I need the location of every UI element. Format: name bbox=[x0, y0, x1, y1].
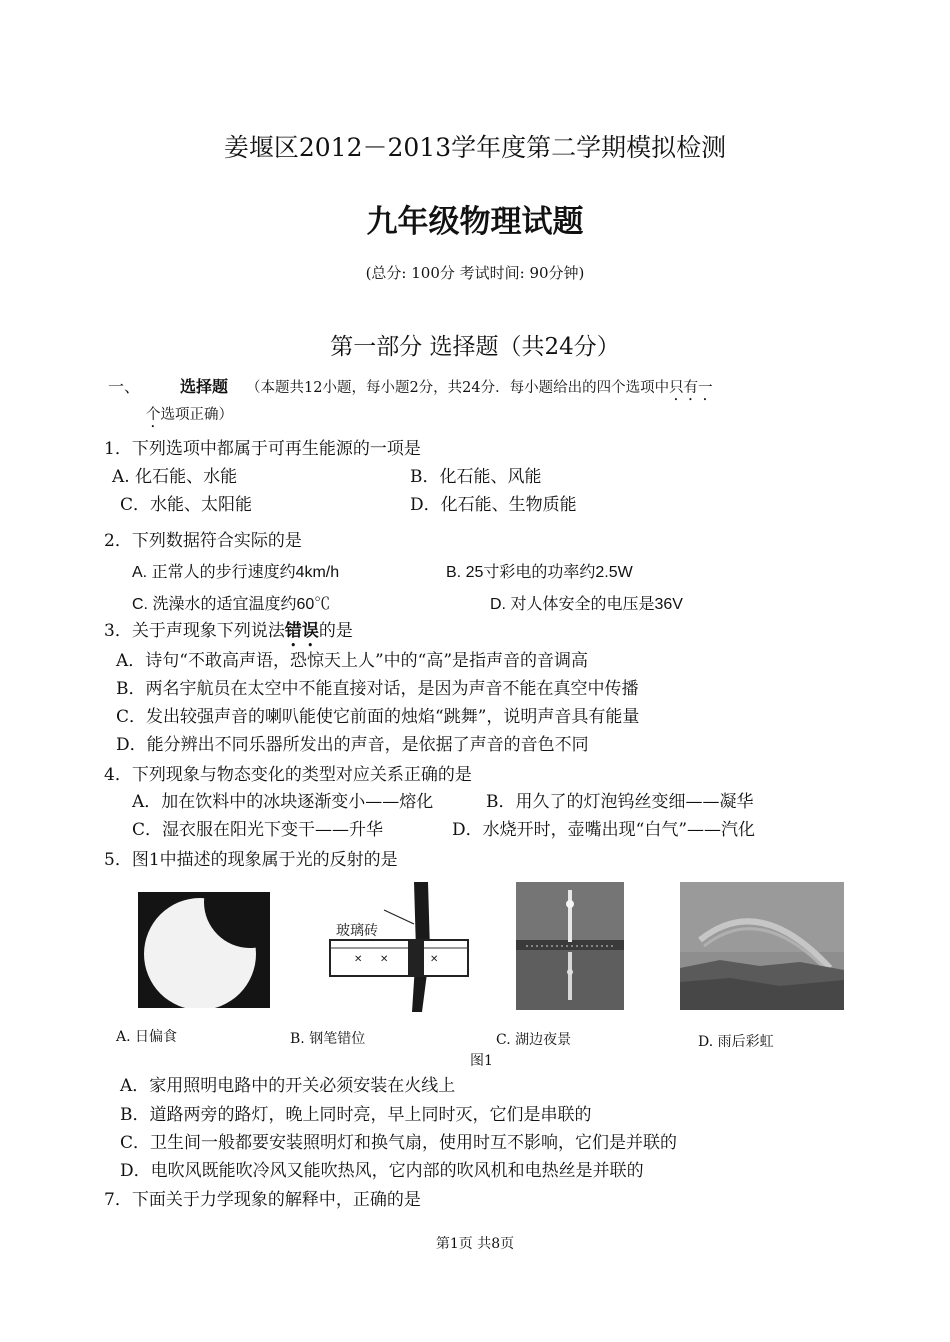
section-desc-emphasis: 只有一 bbox=[669, 380, 713, 396]
pen-glass-image bbox=[322, 880, 472, 1014]
svg-text:✕: ✕ bbox=[380, 954, 389, 965]
q1-option-b: B．化石能、风能 bbox=[410, 467, 542, 487]
q4-stem: 4．下列现象与物态变化的类型对应关系正确的是 bbox=[104, 765, 472, 785]
section-desc-emphasis-2: 个 bbox=[146, 407, 161, 423]
figure-rainbow bbox=[680, 882, 844, 1010]
q6-option-b: B．道路两旁的路灯，晚上同时亮，早上同时灭，它们是串联的 bbox=[120, 1105, 592, 1125]
section-desc-prefix: （本题共12小题，每小题2分，共24分．每小题给出的四个选项中 bbox=[246, 380, 670, 396]
q2-option-a: A. 正常人的步行速度约4km/h bbox=[132, 564, 340, 581]
q3-option-d: D．能分辨出不同乐器所发出的声音，是依据了声音的音色不同 bbox=[116, 735, 589, 755]
q1-option-d: D．化石能、生物质能 bbox=[410, 495, 577, 515]
q2-stem: 2．下列数据符合实际的是 bbox=[104, 531, 302, 551]
q1-option-c: C．水能、太阳能 bbox=[120, 495, 253, 515]
section-description-line2 bbox=[146, 403, 233, 431]
q4-option-a: A．加在饮料中的冰块逐渐变小——熔化 bbox=[132, 792, 434, 812]
section-title: 第一部分 选择题（共24分） bbox=[330, 334, 620, 360]
svg-text:✕: ✕ bbox=[430, 954, 439, 965]
q6-option-d: D．电吹风既能吹冷风又能吹热风，它内部的吹风机和电热丝是并联的 bbox=[120, 1161, 644, 1181]
figure-eclipse bbox=[138, 892, 270, 1008]
section-description bbox=[246, 376, 713, 404]
caption-d: D. 雨后彩虹 bbox=[698, 1034, 774, 1050]
q4-option-b: B．用久了的灯泡钨丝变细——凝华 bbox=[486, 792, 754, 812]
exam-subject-title: 九年级物理试题 bbox=[366, 204, 584, 240]
figure-pen-glass bbox=[322, 880, 472, 1014]
exam-info: (总分: 100分 考试时间: 90分钟) bbox=[365, 264, 585, 282]
section-heading: 选择题 bbox=[180, 377, 229, 396]
q1-stem: 1．下列选项中都属于可再生能源的一项是 bbox=[104, 439, 421, 459]
lake-night-image bbox=[516, 882, 624, 1010]
q4-option-c: C．湿衣服在阳光下变干——升华 bbox=[132, 820, 384, 840]
caption-b: B. 钢笔错位 bbox=[290, 1031, 366, 1047]
section-desc-suffix: 选项正确） bbox=[160, 407, 233, 423]
glass-brick-label: 玻璃砖 bbox=[336, 923, 378, 939]
q6-option-c: C．卫生间一般都要安装照明灯和换气扇，使用时互不影响，它们是并联的 bbox=[120, 1133, 678, 1153]
figure-lake-night bbox=[516, 882, 624, 1010]
svg-text:✕: ✕ bbox=[354, 954, 363, 965]
q7-stem: 7．下面关于力学现象的解释中，正确的是 bbox=[104, 1190, 421, 1210]
page-number: 第1页 共8页 bbox=[435, 1236, 515, 1252]
q4-option-d: D．水烧开时，壶嘴出现“白气”——汽化 bbox=[452, 820, 756, 840]
q3-option-c: C．发出较强声音的喇叭能使它前面的烛焰“跳舞”，说明声音具有能量 bbox=[116, 707, 640, 727]
exam-district-title: 姜堰区2012－2013学年度第二学期模拟检测 bbox=[223, 133, 727, 162]
rainbow-image bbox=[680, 882, 844, 1010]
q5-stem: 5．图1中描述的现象属于光的反射的是 bbox=[104, 850, 398, 870]
caption-c: C. 湖边夜景 bbox=[496, 1032, 572, 1048]
q3-stem-suffix: 的是 bbox=[318, 621, 353, 641]
caption-a: A. 日偏食 bbox=[116, 1029, 178, 1045]
eclipse-image bbox=[138, 892, 270, 1008]
q2-option-b: B. 25寸彩电的功率约2.5W bbox=[446, 564, 633, 581]
figure-number: 图1 bbox=[470, 1053, 493, 1069]
q3-option-b: B．两名宇航员在太空中不能直接对话，是因为声音不能在真空中传播 bbox=[116, 679, 639, 699]
q3-option-a: A．诗句“不敢高声语，恐惊天上人”中的“高”是指声音的音调高 bbox=[116, 651, 589, 671]
q3-stem-emphasis: 错误 bbox=[284, 621, 319, 641]
q6-option-a: A．家用照明电路中的开关必须安装在火线上 bbox=[120, 1076, 456, 1096]
q2-option-c: C. 洗澡水的适宜温度约60℃ bbox=[132, 596, 331, 613]
section-number: 一、 bbox=[108, 377, 141, 396]
q3-stem-prefix: 3．关于声现象下列说法 bbox=[104, 621, 285, 641]
q2-option-d: D. 对人体安全的电压是36V bbox=[490, 596, 683, 613]
q1-option-a: A. 化石能、水能 bbox=[112, 467, 238, 487]
